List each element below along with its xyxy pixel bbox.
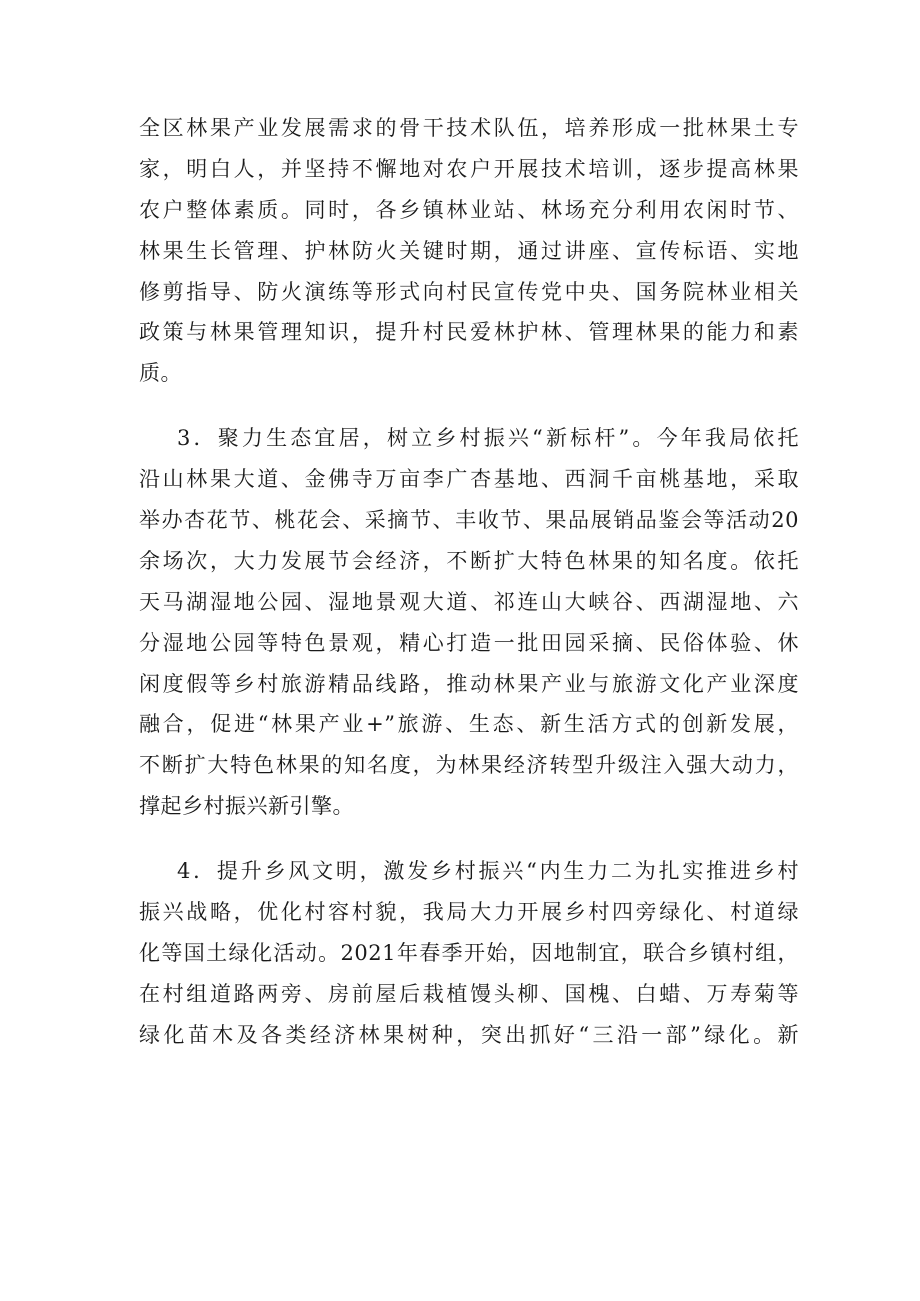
paragraph-line: 质。 (139, 361, 182, 386)
paragraph-line: 全区林果产业发展需求的骨干技术队伍，培养形成一批林果土专 (139, 116, 799, 140)
paragraph-line: 分湿地公园等特色景观，精心打造一批田园采摘、民俗体验、休 (139, 630, 799, 655)
paragraph-line: 撑起乡村振兴新引擎。 (139, 794, 354, 819)
paragraph-line: 天马湖湿地公园、湿地景观大道、祁连山大峡谷、西湖湿地、六 (139, 589, 799, 614)
paragraph-line: 在村组道路两旁、房前屋后栽植馒头柳、国槐、白蜡、万寿菊等 (139, 981, 799, 1006)
paragraph-line: 融合，促进“林果产业+”旅游、生态、新生活方式的创新发展， (139, 712, 799, 737)
paragraph-line: 举办杏花节、桃花会、采摘节、丰收节、果品展销品鉴会等活动20 (139, 508, 799, 533)
paragraph-line: 不断扩大特色林果的知名度，为林果经济转型升级注入强大动力， (139, 753, 799, 778)
paragraph-line: 绿化苗木及各类经济林果树种，突出抓好“三沿一部”绿化。新 (139, 1022, 799, 1047)
paragraph-spacer (139, 827, 799, 851)
paragraph-line: 沿山林果大道、金佛寺万亩李广杏基地、西洞千亩桃基地，采取 (139, 467, 799, 492)
paragraph-line: 振兴战略，优化村容村貌，我局大力开展乡村四旁绿化、村道绿 (139, 900, 799, 925)
paragraph-line: 闲度假等乡村旅游精品线路，推动林果产业与旅游文化产业深度 (139, 671, 799, 696)
paragraph-line: 农户整体素质。同时，各乡镇林业站、林场充分利用农闲时节、 (139, 197, 799, 222)
paragraph-spacer (139, 394, 799, 418)
paragraph-line: 林果生长管理、护林防火关键时期，通过讲座、宣传标语、实地 (139, 238, 799, 263)
paragraph-line: 余场次，大力发展节会经济，不断扩大特色林果的知名度。依托 (139, 548, 799, 573)
paragraph-line: 家，明白人，并坚持不懈地对农户开展技术培训，逐步提高林果 (139, 156, 799, 181)
paragraph-line: 3．聚力生态宜居，树立乡村振兴“新标杆”。今年我局依托 (177, 426, 799, 451)
paragraph-line: 政策与林果管理知识，提升村民爱林护林、管理林果的能力和素 (139, 320, 799, 345)
paragraph-1 (139, 108, 799, 394)
paragraph-line: 化等国土绿化活动。2021年春季开始，因地制宜，联合乡镇村组， (139, 940, 799, 965)
document-body (139, 108, 799, 1056)
paragraph-line: 修剪指导、防火演练等形式向村民宣传党中央、国务院林业相关 (139, 279, 799, 304)
paragraph-line: 4．提升乡风文明，激发乡村振兴“内生力二为扎实推进乡村 (177, 859, 799, 884)
paragraph-3 (139, 851, 799, 1055)
paragraph-2 (139, 418, 799, 827)
